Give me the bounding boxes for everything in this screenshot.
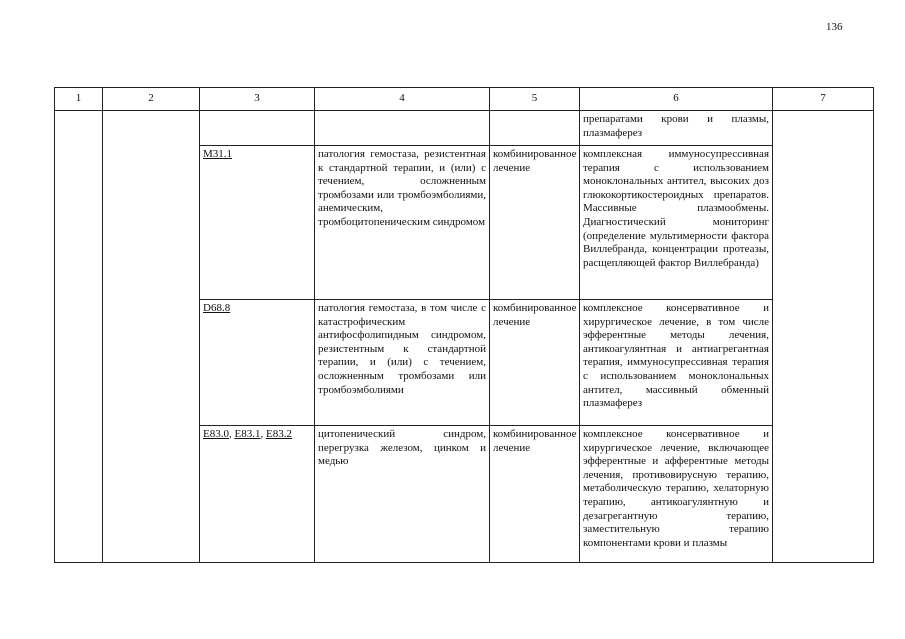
column-number-7: 7 [773,88,874,111]
column-number-5: 5 [490,88,580,111]
cell-col1 [55,111,103,563]
icd-code-link[interactable]: E83.1 [234,428,261,440]
cell-treatment-type [490,111,580,146]
column-number-1: 1 [55,88,103,111]
page-number: 136 [826,21,843,33]
cell-condition: цитопенический синдром, перегрузка железом, цинком и медью [315,426,490,563]
medical-care-table [54,87,874,563]
cell-codes [200,300,315,426]
column-number-4: 4 [315,88,490,111]
cell-condition [315,111,490,146]
icd-code-link[interactable]: E83.2 [265,428,292,440]
cell-treatment-type: комбинированное лечение [490,426,580,563]
cell-treatment: комплексная иммуносупрессивная терапия с использованием моноклональных антител, высоких доз глюкокортикостероидных препаратов. Массивные плазмообмены. Диагностический мониторинг (определение мультимерности фактора Виллебранда, концентрации протеазы, расщепляющей фактор Виллебранда) [580,146,773,300]
table-header-row [55,88,874,111]
cell-treatment: комплексное консервативное и хирургическое лечение, в том числе эфферентные методы лечения, антикоагулянтная и антиагрегантная терапия, иммуносупрессивная терапия с использованием моноклональных антител, массивный обменный плазмаферез [580,300,773,426]
icd-code-link[interactable]: M31.1 [203,148,233,160]
cell-treatment-type: комбинированное лечение [490,146,580,300]
icd-code-link[interactable]: D68.8 [203,302,231,314]
icd-code-link[interactable]: E83.0 [203,428,229,440]
cell-col7 [773,111,874,563]
column-number-3: 3 [200,88,315,111]
cell-condition: патология гемостаза, резистентная к стандартной терапии, и (или) с течением, осложненным тромбозами или тромбоэмболиями, анемическим, тромбоцитопеническим синдромом [315,146,490,300]
cell-treatment: комплексное консервативное и хирургическое лечение, включающее эфферентные и афферентные методы лечения, противовирусную терапию, метаболическую терапию, хелаторную терапию, антикоагулянтную и дезагрегантную терапию, заместительную терапию компонентами крови и плазмы [580,426,773,563]
cell-codes: E83.0, E83.1, E83.2 [200,426,315,563]
table-row [55,111,874,146]
cell-treatment: препаратами крови и плазмы, плазмаферез [580,111,773,146]
column-number-2: 2 [103,88,200,111]
column-number-6: 6 [580,88,773,111]
cell-treatment-type: комбинированное лечение [490,300,580,426]
cell-codes [200,146,315,300]
cell-codes [200,111,315,146]
cell-condition: патология гемостаза, в том числе с катастрофическим антифосфолипидным синдромом, резистентным к стандартной терапии, и (или) с течением, осложненным тромбозами или тромбоэмболиями [315,300,490,426]
cell-col2 [103,111,200,563]
